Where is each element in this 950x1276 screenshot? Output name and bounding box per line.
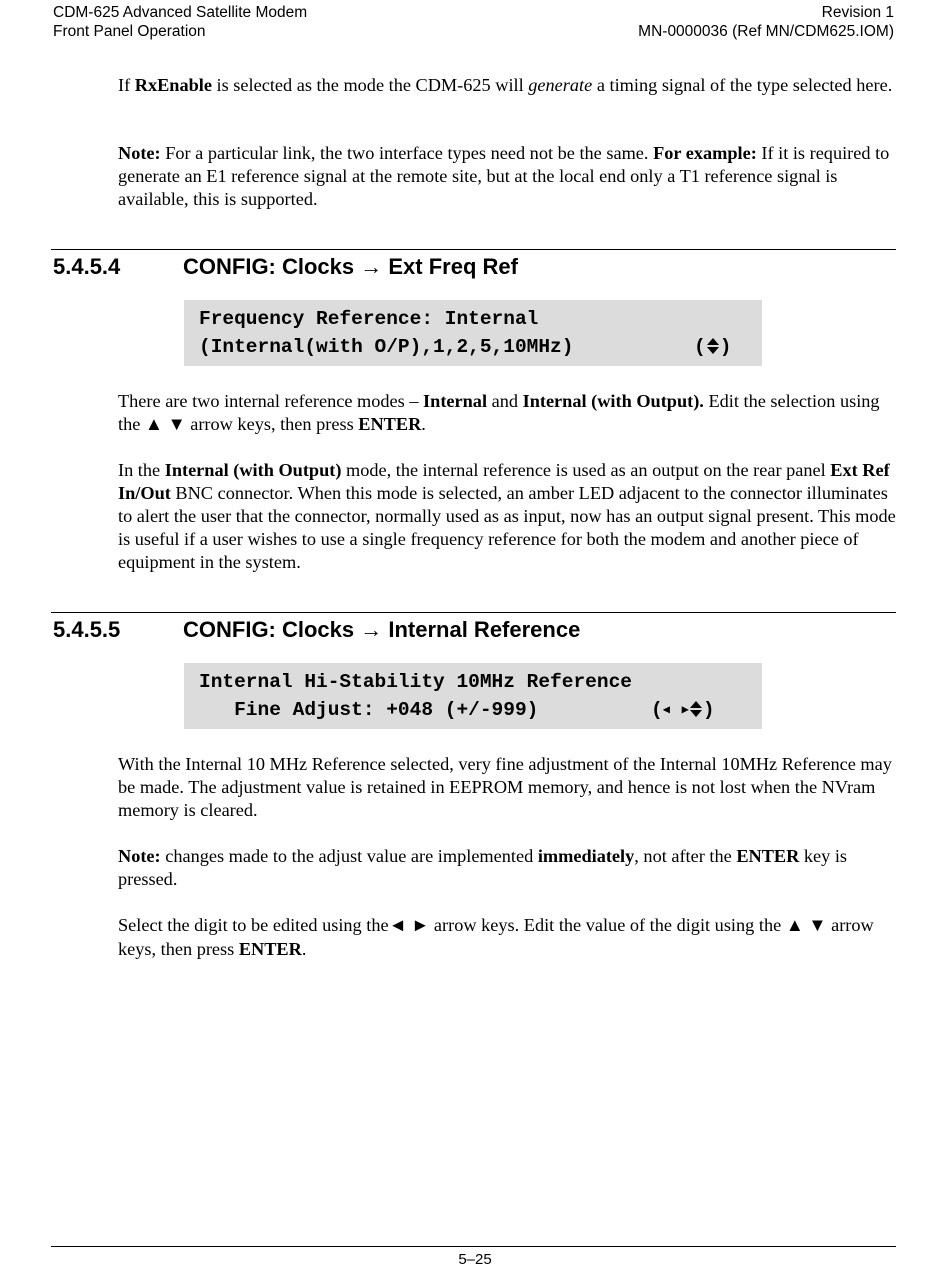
header-doc-number: MN-0000036 (Ref MN/CDM625.IOM) [638, 23, 894, 40]
text-run: mode, the internal reference is used as an output on the rear panel [341, 460, 831, 480]
lcd-arrow-hint [694, 333, 731, 361]
running-header-left [53, 3, 307, 41]
ext-modes-paragraph [118, 390, 898, 436]
term-internal: Internal [423, 391, 488, 411]
text-run: There are two internal reference modes – [118, 391, 424, 411]
footer-divider [51, 1246, 896, 1247]
section-divider [51, 249, 896, 250]
section-number: 5.4.5.4 [53, 254, 121, 279]
lcd-line-1: Frequency Reference: Internal [199, 308, 539, 330]
lcd-display-internal-reference [184, 663, 762, 729]
text-run: Select the digit to be edited using the◄ ► arrow keys. Edit the value of the digit using the ▲ ▼ arrow keys, then press [118, 915, 874, 959]
note-label: Note: [118, 143, 161, 163]
text-run: . [421, 414, 426, 434]
intro-paragraph-rxenable [118, 74, 898, 97]
text-run: BNC connector. When this mode is selected, an amber LED adjacent to the connector illuminates to alert the user that the connector, normally used as as input, now has an output signal present. This mode is useful if a user wishes to use a single frequency reference for both the modem and another piece of equipment in the system. [118, 483, 896, 572]
term-enter: ENTER [736, 846, 800, 866]
text-run: is selected as the mode the CDM-625 will [211, 75, 529, 95]
lcd-paren-open: ( [651, 699, 663, 721]
text-run: If [118, 75, 135, 95]
text-run: changes made to the adjust value are implemented [160, 846, 538, 866]
text-run: Edit the selection using the ▲ ▼ arrow keys, then press [118, 391, 880, 434]
term-ext-ref-in-out: Ext Ref In/Out [118, 460, 890, 503]
header-subtitle: Front Panel Operation [53, 23, 206, 40]
intro-note-paragraph [118, 142, 898, 211]
text-run: , not after the [634, 846, 737, 866]
header-title: CDM-625 Advanced Satellite Modem [53, 4, 308, 21]
section-heading-ext-freq-ref [53, 254, 893, 280]
lcd-line-1: Internal Hi-Stability 10MHz Reference [199, 671, 632, 693]
section-divider [51, 612, 896, 613]
up-down-arrow-icon [706, 337, 720, 357]
lcd-line-2 [199, 333, 762, 361]
term-enter: ENTER [358, 414, 422, 434]
section-number: 5.4.5.5 [53, 617, 121, 642]
term-internal-with-output: Internal (with Output). [522, 391, 704, 411]
term-immediately: immediately [537, 846, 635, 866]
text-run: In the [118, 460, 165, 480]
emphasis-generate: generate [528, 75, 593, 95]
int-adjust-paragraph: With the Internal 10 MHz Reference selected, very fine adjustment of the Internal 10MHz Reference may be made. The adjustment value is retained in EEPROM memory, and hence is not lost when the NVram memory is cleared. [118, 754, 892, 820]
text-run: For a particular link, the two interface types need not be the same. [160, 143, 654, 163]
right-arrow-icon: ▶ [681, 703, 689, 717]
lcd-display-ext-freq-ref [184, 300, 762, 366]
lcd-paren-close: ) [719, 336, 732, 358]
note-label: Note: [118, 846, 161, 866]
page-number: 5–25 [458, 1251, 492, 1268]
lcd-line-2-text: Fine Adjust: +048 (+/-999) [199, 699, 539, 721]
running-header-right [638, 3, 894, 41]
term-internal-with-output: Internal (with Output) [164, 460, 342, 480]
lcd-line-2-text: (Internal(with O/P),1,2,5,10MHz) [199, 336, 574, 358]
lcd-line-2 [199, 696, 762, 724]
left-arrow-icon: ◀ [662, 703, 670, 717]
lcd-arrow-hint [651, 696, 715, 724]
header-revision: Revision 1 [821, 4, 894, 21]
text-run: key is pressed. [118, 846, 848, 889]
section-title: CONFIG: Clocks → Ext Freq Ref [183, 254, 518, 279]
term-enter: ENTER [238, 939, 302, 959]
text-run: and [487, 391, 523, 411]
int-note-paragraph [118, 845, 898, 891]
int-digit-edit-paragraph [118, 913, 898, 961]
ext-output-mode-paragraph [118, 459, 898, 574]
lcd-paren-close: ) [702, 699, 715, 721]
term-rxenable: RxEnable [134, 75, 212, 95]
text-run: If it is required to generate an E1 reference signal at the remote site, but at the local end only a T1 reference signal is available, this is supported. [118, 143, 890, 209]
text-run: . [301, 939, 307, 959]
lcd-paren-open: ( [694, 336, 706, 358]
up-down-arrow-icon [689, 700, 703, 720]
section-title: CONFIG: Clocks → Internal Reference [183, 617, 581, 642]
section-heading-internal-reference [53, 617, 893, 643]
example-label: For example: [653, 143, 757, 163]
text-run: a timing signal of the type selected here. [592, 75, 893, 95]
